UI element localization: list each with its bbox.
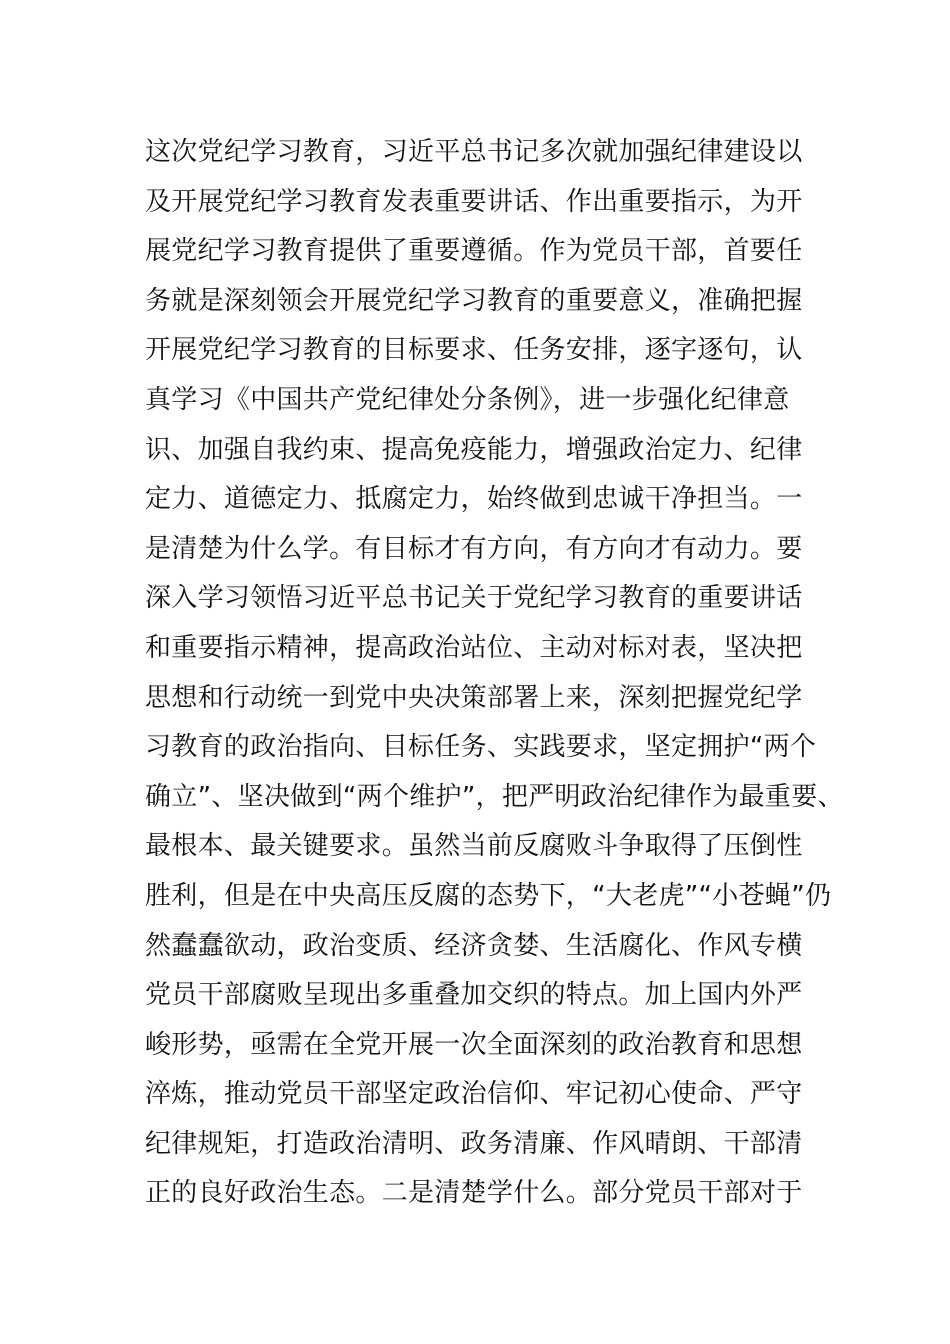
- paragraph-line: 思想和行动统一到党中央决策部署上来，深刻把握党纪学: [145, 682, 803, 713]
- paragraph-line: 然蠢蠢欲动，政治变质、经济贪婪、生活腐化、作风专横: [145, 930, 803, 961]
- paragraph-line: 及开展党纪学习教育发表重要讲话、作出重要指示，为开: [145, 186, 803, 217]
- paragraph-line: 党员干部腐败呈现出多重叠加交织的特点。加上国内外严: [145, 980, 803, 1011]
- paragraph-line: 淬炼，推动党员干部坚定政治信仰、牢记初心使命、严守: [145, 1079, 803, 1110]
- paragraph-line: 开展党纪学习教育的目标要求、任务安排，逐字逐句，认: [145, 335, 803, 366]
- paragraph-line: 正的良好政治生态。二是清楚学什么。部分党员干部对于: [145, 1178, 803, 1209]
- paragraph-line: 展党纪学习教育提供了重要遵循。作为党员干部，首要任: [145, 236, 803, 267]
- paragraph-line: 和重要指示精神，提高政治站位、主动对标对表，坚决把: [145, 632, 803, 663]
- paragraph-line: 确立”、坚决做到“两个维护”，把严明政治纪律作为最重要、: [145, 781, 844, 812]
- paragraph-line: 定力、道德定力、抵腐定力，始终做到忠诚干净担当。一: [145, 484, 803, 515]
- paragraph-line: 这次党纪学习教育，习近平总书记多次就加强纪律建设以: [145, 137, 803, 167]
- paragraph-line: 习教育的政治指向、目标任务、实践要求，坚定拥护“两个: [145, 732, 817, 763]
- paragraph-line: 真学习《中国共产党纪律处分条例》，进一步强化纪律意: [145, 384, 790, 415]
- body-paragraph: [145, 128, 844, 1219]
- paragraph-line: 纪律规矩，打造政治清明、政务清廉、作风晴朗、干部清: [145, 1128, 803, 1159]
- paragraph-line: 是清楚为什么学。有目标才有方向，有方向才有动力。要: [145, 533, 803, 564]
- paragraph-line: 深入学习领悟习近平总书记关于党纪学习教育的重要讲话: [145, 583, 803, 614]
- paragraph-line: 最根本、最关键要求。虽然当前反腐败斗争取得了压倒性: [145, 831, 803, 862]
- paragraph-line: 务就是深刻领会开展党纪学习教育的重要意义，准确把握: [145, 285, 803, 316]
- paragraph-line: 峻形势，亟需在全党开展一次全面深刻的政治教育和思想: [145, 1029, 803, 1060]
- paragraph-line: 识、加强自我约束、提高免疫能力，增强政治定力、纪律: [145, 434, 803, 465]
- paragraph-line: 胜利，但是在中央高压反腐的态势下，“大老虎”“小苍蝇”仍: [145, 880, 832, 911]
